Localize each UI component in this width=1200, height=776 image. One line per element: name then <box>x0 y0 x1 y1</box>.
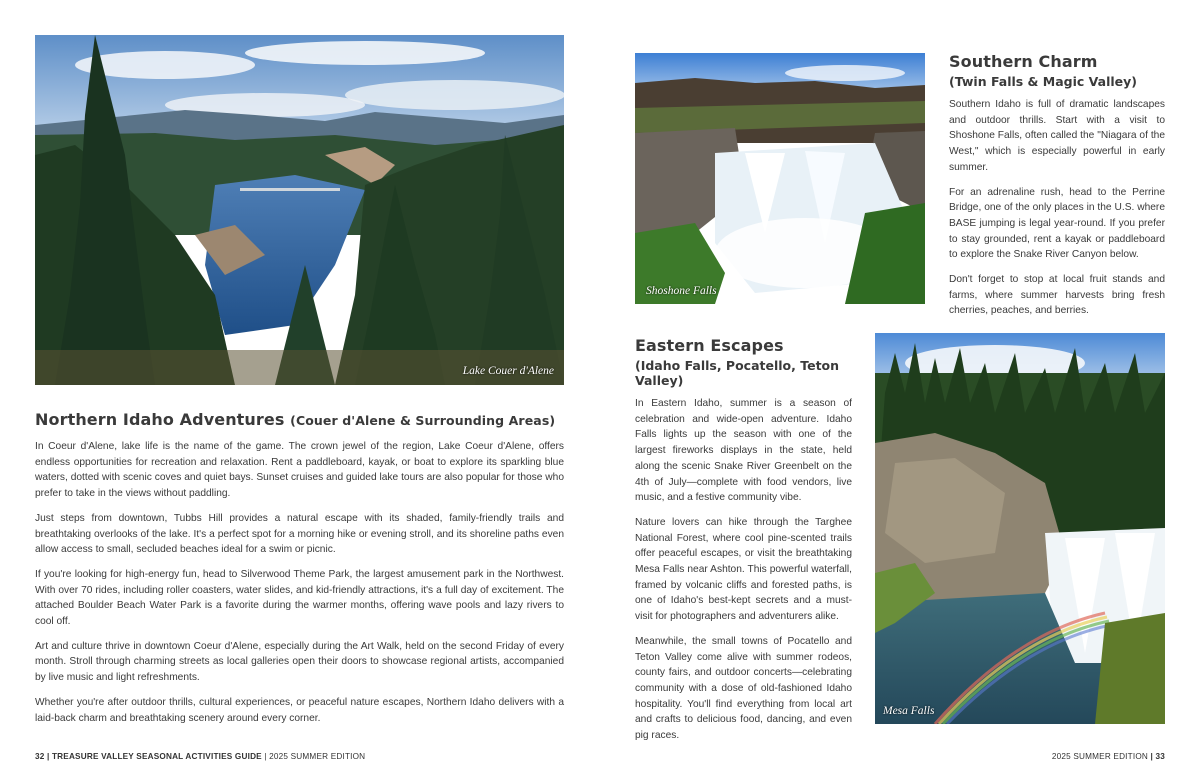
section-title: Southern Charm <box>949 52 1098 71</box>
footer-separator: | <box>1148 752 1156 761</box>
page-number: 32 <box>35 752 45 761</box>
section-heading <box>35 410 564 429</box>
photo-caption: Mesa Falls <box>883 705 935 717</box>
paragraph: Just steps from downtown, Tubbs Hill provides a natural escape with its shaded, family-friendly trails and breathtaking overlooks of the lake. It's a perfect spot for a morning hike or evening stroll, and its shoreline paths even allow access to small, secluded beaches ideal for a swim or picnic. <box>35 512 564 556</box>
page-number: 33 <box>1155 752 1165 761</box>
paragraph: Meanwhile, the small towns of Pocatello and Teton Valley come alive with summer rodeos, county fairs, and outdoor concerts—celebrating community with a dose of old-fashioned Idaho hospitality. You'll find everything from local art and crafts to delicious food, dancing, and even pig races. <box>635 635 852 742</box>
lake-coeur-dalene-photo <box>35 35 564 385</box>
section-title: Eastern Escapes <box>635 336 784 355</box>
paragraph: In Coeur d'Alene, lake life is the name of the game. The crown jewel of the region, Lake Coeur d'Alene, offers endless opportunities for recreation and relaxation. Rent a paddleboard, kayak, or boat to explore its sparkling blue waters, dotted with scenic coves and quiet bays. Sunset cruises and guided lake tours are also popular for those who prefer to take in the views without paddling. <box>35 441 564 500</box>
section-subtitle: (Twin Falls & Magic Valley) <box>949 74 1138 89</box>
southern-charm-section <box>949 52 1165 328</box>
edition-label: 2025 SUMMER EDITION <box>269 752 366 761</box>
edition-label: 2025 SUMMER EDITION <box>1051 752 1149 761</box>
photo-caption: Shoshone Falls <box>646 285 717 297</box>
footer-separator: | <box>261 752 270 761</box>
shoshone-falls-photo <box>635 53 925 304</box>
eastern-escapes-section <box>635 336 852 753</box>
mesa-falls-photo <box>875 333 1165 724</box>
paragraph: Whether you're after outdoor thrills, cultural experiences, or peaceful nature escapes, Northern Idaho delivers with a laid-back charm and breathtaking scenery around every corner. <box>35 696 564 724</box>
footer-separator: | <box>44 752 52 761</box>
paragraph: Southern Idaho is full of dramatic landscapes and outdoor thrills. Start with a visit to Shoshone Falls, often called the "Niagara of the West," which is especially powerful in early summer. <box>949 99 1165 173</box>
section-subtitle: (Idaho Falls, Pocatello, Teton Valley) <box>635 358 840 388</box>
paragraph: For an adrenaline rush, head to the Perrine Bridge, one of the only places in the U.S. where BASE jumping is legal year-round. If you prefer to stay grounded, rent a kayak or paddleboard to explore the Snake River Canyon below. <box>949 186 1165 261</box>
northern-idaho-section <box>35 410 564 735</box>
paragraph: In Eastern Idaho, summer is a season of celebration and wide-open adventure. Idaho Falls lights up the season with one of the largest fireworks displays in the state, held along the scenic Snake River Greenbelt on the 4th of July—complete with food vendors, live music, and a festive community vibe. <box>635 398 852 504</box>
paragraph: Nature lovers can hike through the Targhee National Forest, where cool pine-scented trails offer peaceful escapes, or visit the breathtaking Mesa Falls near Ashton. This powerful waterfall, framed by volcanic cliffs and forested paths, is one of Idaho's best-kept secrets and a must-visit for photographers and adventurers alike. <box>635 516 852 623</box>
photo-caption: Lake Couer d'Alene <box>462 365 554 377</box>
paragraph: Don't forget to stop at local fruit stands and farms, where summer harvests bring fresh cherries, peaches, and berries. <box>949 274 1165 317</box>
paragraph: If you're looking for high-energy fun, head to Silverwood Theme Park, the largest amusement park in the Northwest. With over 70 rides, including roller coasters, water slides, and kid-friendly attractions, it's a full day of excitement. The attached Boulder Beach Water Park is a favorite during the warmer months, offering wave pools and lazy rivers to cool off. <box>35 568 564 628</box>
guide-title: TREASURE VALLEY SEASONAL ACTIVITIES GUIDE <box>51 752 262 761</box>
paragraph: Art and culture thrive in downtown Coeur d'Alene, especially during the Art Walk, held on the second Friday of every month. Stroll through charming streets as local galleries open their doors to showcase regional artists, accompanied by live music and light refreshments. <box>35 640 564 684</box>
right-page-footer <box>1052 752 1165 761</box>
section-title: Northern Idaho Adventures <box>35 410 285 429</box>
left-page-footer <box>35 752 365 761</box>
section-subtitle: (Couer d'Alene & Surrounding Areas) <box>290 413 556 428</box>
